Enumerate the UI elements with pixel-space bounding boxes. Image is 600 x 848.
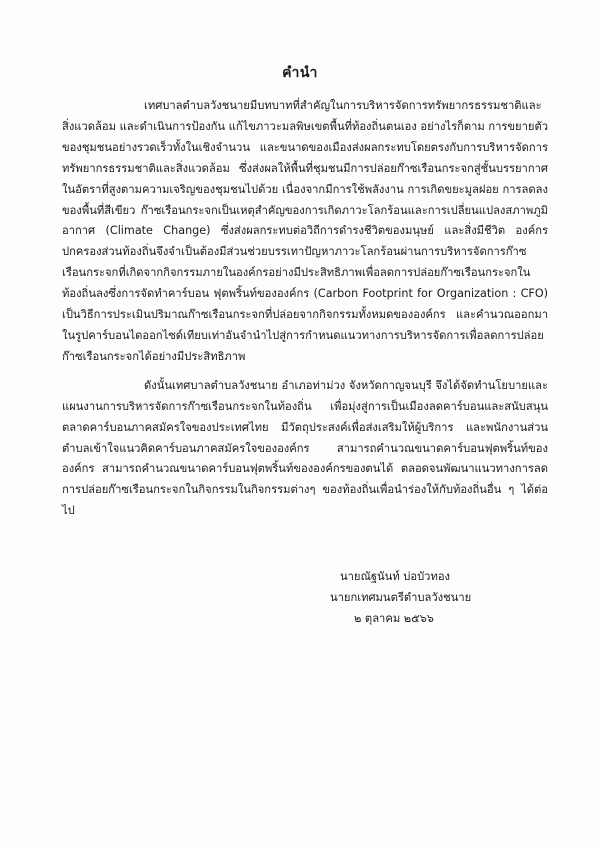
body-text — [62, 96, 548, 522]
paragraph-2: ดังนั้นเทศบาลตำบลวังชนาย อำเภอท่าม่วง จังหวัดกาญจนบุรี จึงได้จัดทำนโยบายและแผนงานการบริหารจัดการก๊าซเรือนกระจกในท้องถิ่น เพื่อมุ่งสู่การเป็นเมืองลดคาร์บอนและสนับสนุนตลาดคาร์บอนภาคสมัครใจของประเทศไทย มีวัตถุประสงค์เพื่อส่งเสริมให้ผู้บริการ และพนักงานส่วนตำบลเข้าใจแนวคิดคาร์บอนภาคสมัครใจขององค์กร สามารถคำนวณขนาดคาร์บอนฟุตพริ้นท์ขององค์กร สามารถคำนวณขนาดคาร์บอนฟุตพริ้นท์ขององค์กรของตนได้ ตลอดจนพัฒนาแนวทางการลดการปล่อยก๊าซเรือนกระจกในกิจกรรมในกิจกรรมต่างๆ ของท้องถิ่นเพื่อนำร่องให้กับท้องถิ่นอื่น ๆ ได้ต่อไป — [62, 378, 548, 518]
document-date: ๒ ตุลาคม ๒๕๖๖ — [354, 612, 434, 625]
signer-position: นายกเทศมนตรีตำบลวังชนาย — [330, 591, 472, 604]
page-title: คำนำ — [282, 65, 318, 81]
signer-name: นายณัฐนันท์ บ่อบัวทอง — [340, 570, 451, 583]
paragraph-1: เทศบาลตำบลวังชนายมีบทบาทที่สำคัญในการบริหารจัดการทรัพยากรธรรมชาติและสิ่งแวดล้อม และดำเนินการป้องกัน แก้ไขภาวะมลพิษเขตพื้นที่ท้องถิ่นตนเอง อย่างไรก็ตาม การขยายตัวของชุมชนอย่างรวดเร็วทั้งในเชิงจำนวน และขนาดของเมืองส่งผลกระทบโดยตรงกับการบริหารจัดการทรัพยากรธรรมชาติและสิ่งแวดล้อม ซึ่งส่งผลให้พื้นที่ชุมชนมีการปล่อยก๊าซเรือนกระจกสู่ชั้นบรรยากาศในอัตราที่สูงตามความเจริญของชุมชนไปด้วย เนื่องจากมีการใช้พลังงาน การเกิดขยะมูลฝอย การลดลงของพื้นที่สีเขียว ก๊าซเรือนกระจกเป็นเหตุสำคัญของการเกิดภาวะโลกร้อนและการเปลี่ยนแปลงสภาพภูมิอากาศ (Climate Change) ซึ่งส่งผลกระทบต่อวิถีการดำรงชีวิตของมนุษย์ และสิ่งมีชีวิต องค์กรปกครองส่วนท้องถิ่นจึงจำเป็นต้องมีส่วนช่วยบรรเทาปัญหาภาวะโลกร้อนผ่านการบริหารจัดการก๊าซเรือนกระจกที่เกิดจากกิจกรรมภายในองค์กรอย่างมีประสิทธิภาพเพื่อลดการปล่อยก๊าซเรือนกระจกในท้องถิ่นลงซึ่งการจัดทำคาร์บอน ฟุตพริ้นท์ขององค์กร (Carbon Footprint for Organization : CFO) เป็นวิธีการประเมินปริมาณก๊าซเรือนกระจกที่ปล่อยจากกิจกรรมทั้งหมดขององค์กร และคำนวณออกมาในรูปคาร์บอนไดออกไซด์เทียบเท่าอันจำนำไปสู่การกำหนดแนวทางการบริหารจัดการเพื่อลดการปล่อยก๊าซเรือนกระจกได้อย่างมีประสิทธิภาพ — [62, 99, 548, 363]
signature-block — [330, 566, 530, 629]
